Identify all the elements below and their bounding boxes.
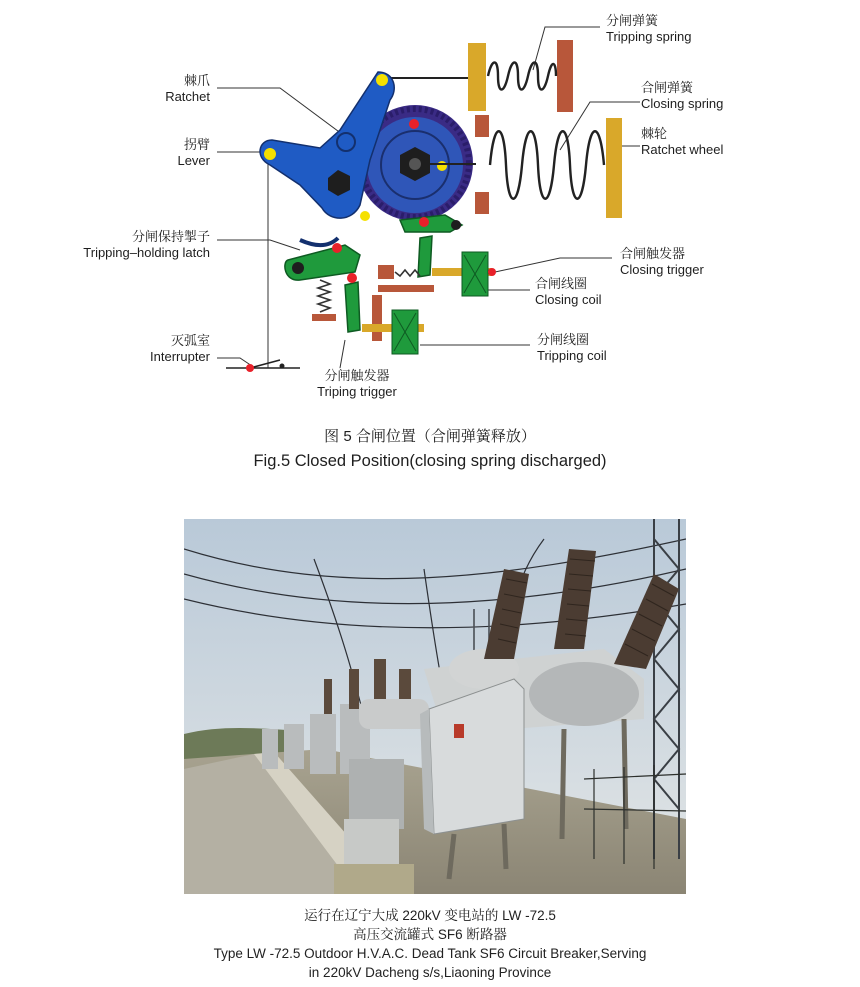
label-interrupter [110, 333, 210, 365]
label-ratchet-wheel [641, 126, 723, 158]
label-en: Lever [177, 153, 210, 168]
label-en: Tripping–holding latch [83, 245, 210, 260]
label-cn: 合闸弹簧 [641, 80, 694, 95]
label-cn: 合闸触发器 [620, 246, 686, 261]
label-cn: 灭弧室 [170, 333, 210, 348]
label-tripping-holding-latch [40, 229, 210, 261]
label-en: Interrupter [150, 349, 210, 364]
label-tripping-coil [537, 332, 607, 364]
trip-stop [372, 295, 382, 341]
label-tripping-spring [606, 13, 692, 45]
label-cn: 分闸触发器 [324, 368, 390, 383]
trigger-stop [378, 265, 394, 279]
label-cn: 分闸弹簧 [606, 13, 659, 28]
label-cn: 合闸线圈 [535, 276, 588, 291]
closing-coil [432, 252, 496, 296]
closing-latch [400, 215, 462, 277]
trigger-base [378, 285, 434, 292]
closing-spring [475, 115, 622, 218]
label-lever [110, 137, 210, 169]
photo-caption-line3: Type LW -72.5 Outdoor H.V.A.C. Dead Tank SF6 Circuit Breaker,Serving [213, 946, 647, 961]
tripping-coil [362, 310, 424, 354]
label-en: Ratchet wheel [641, 142, 724, 157]
photo-caption-line1: 运行在辽宁大成 220kV 变电站的 LW -72.5 [304, 908, 556, 923]
photo-caption-line2: 高压交流罐式 SF6 断路器 [353, 927, 507, 942]
label-en: Closing trigger [620, 262, 704, 277]
label-en: Tripping spring [606, 29, 692, 44]
photo-caption-line4: in 220kV Dacheng s/s,Liaoning Province [308, 965, 552, 980]
label-closing-coil [535, 276, 601, 308]
tripping-spring [390, 40, 573, 112]
label-closing-trigger [620, 246, 704, 278]
label-cn: 拐臂 [183, 137, 210, 152]
figure-caption-en: Fig.5 Closed Position(closing spring discharged) [253, 452, 607, 470]
label-cn: 分闸线圈 [537, 332, 590, 347]
label-en: Triping trigger [317, 384, 397, 399]
substation-photo [184, 519, 686, 894]
label-cn: 棘爪 [183, 73, 210, 88]
label-tripping-trigger [307, 368, 407, 400]
label-ratchet [110, 73, 210, 105]
figure-caption-cn: 图 5 合闸位置（合闸弹簧释放） [324, 428, 536, 445]
label-en: Tripping coil [537, 348, 607, 363]
label-en: Closing coil [535, 292, 602, 307]
label-en: Closing spring [641, 96, 724, 111]
spring-seat [312, 314, 336, 321]
interrupter-contact [226, 360, 300, 372]
label-cn: 分闸保持掣子 [131, 229, 210, 244]
label-cn: 棘轮 [641, 126, 668, 141]
label-closing-spring [641, 80, 723, 112]
label-en: Ratchet [165, 89, 210, 104]
